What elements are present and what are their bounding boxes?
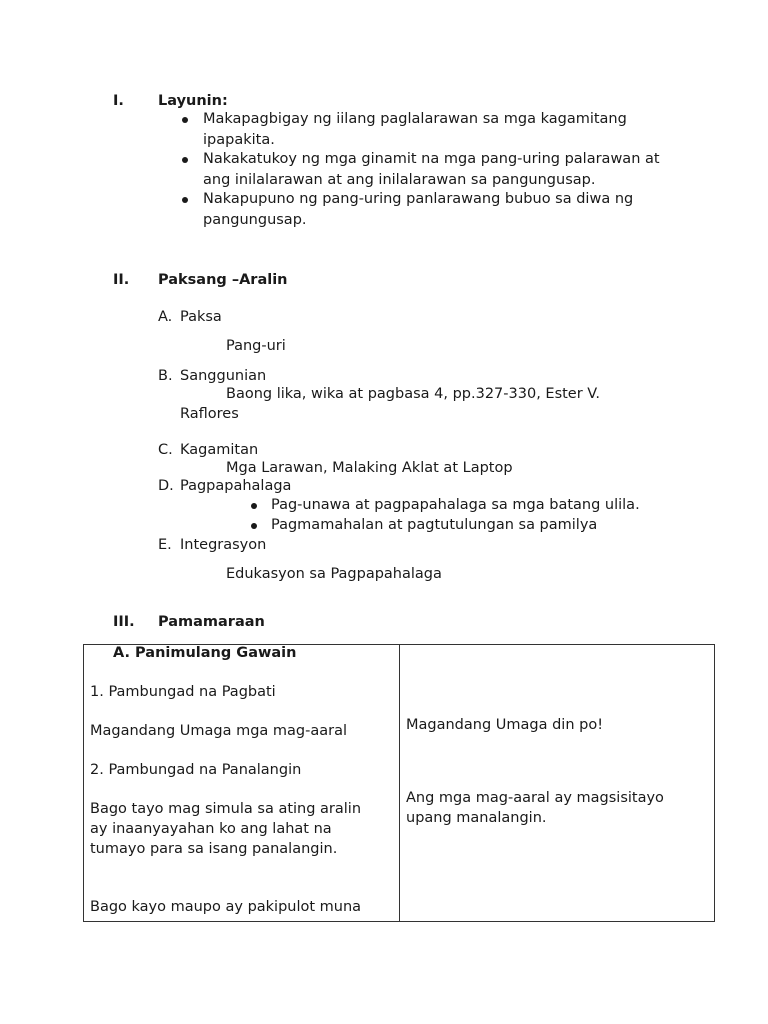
- item-b-letter: B.: [158, 368, 173, 384]
- objective-2-line1: Nakakatukoy ng mga ginamit na mga pang-uring palarawan at: [203, 151, 660, 167]
- section-3-numeral: III.: [113, 614, 135, 630]
- bullet-icon: [182, 157, 188, 163]
- item-e-letter: E.: [158, 537, 172, 553]
- item-d-bullet-2: Pagmamahalan at pagtutulungan sa pamilya: [271, 517, 598, 533]
- section-1-numeral: I.: [113, 93, 124, 109]
- prayer-title: 2. Pambungad na Panalangin: [90, 762, 302, 778]
- item-c-label: Kagamitan: [180, 442, 259, 458]
- item-d-bullet-1: Pag-unawa at pagpapahalaga sa mga batang ulila.: [271, 497, 640, 513]
- item-d-letter: D.: [158, 478, 174, 494]
- last-instruction: Bago kayo maupo ay pakipulot muna: [90, 899, 362, 915]
- section-2-heading: Paksang –Aralin: [158, 272, 288, 288]
- student-response-1: Magandang Umaga din po!: [406, 717, 604, 733]
- student-response-2-line1: Ang mga mag-aaral ay magsisitayo: [406, 790, 664, 806]
- item-a-label: Paksa: [180, 309, 222, 325]
- prayer-instruction-line1: Bago tayo mag simula sa ating aralin: [90, 801, 362, 817]
- bullet-icon: [251, 503, 257, 509]
- item-b-label: Sanggunian: [180, 368, 267, 384]
- objective-1-line2: ipapakita.: [203, 132, 275, 148]
- item-e-value: Edukasyon sa Pagpapahalaga: [226, 566, 442, 582]
- item-e-label: Integrasyon: [180, 537, 267, 553]
- item-d-label: Pagpapahalaga: [180, 478, 292, 494]
- item-c-letter: C.: [158, 442, 173, 458]
- objective-3-line2: pangungusap.: [203, 212, 307, 228]
- item-c-value: Mga Larawan, Malaking Aklat at Laptop: [226, 460, 513, 476]
- objective-1-line1: Makapagbigay ng iilang paglalarawan sa mga kagamitang: [203, 111, 627, 127]
- table-left-heading: A. Panimulang Gawain: [113, 645, 297, 661]
- prayer-instruction-line2: ay inaanyayahan ko ang lahat na: [90, 821, 332, 837]
- item-b-value-line2: Raflores: [180, 406, 239, 422]
- section-2-numeral: II.: [113, 272, 130, 288]
- item-a-value: Pang-uri: [226, 338, 286, 354]
- item-a-letter: A.: [158, 309, 173, 325]
- bullet-icon: [251, 523, 257, 529]
- item-b-value-line1: Baong lika, wika at pagbasa 4, pp.327-330, Ester V.: [226, 386, 600, 402]
- bullet-icon: [182, 197, 188, 203]
- greeting-title: 1. Pambungad na Pagbati: [90, 684, 276, 700]
- prayer-instruction-line3: tumayo para sa isang panalangin.: [90, 841, 338, 857]
- bullet-icon: [182, 117, 188, 123]
- objective-3-line1: Nakapupuno ng pang-uring panlarawang bubuo sa diwa ng: [203, 191, 634, 207]
- student-response-2-line2: upang manalangin.: [406, 810, 547, 826]
- table-column-divider: [399, 644, 400, 922]
- section-1-heading: Layunin:: [158, 93, 228, 109]
- objective-2-line2: ang inilalarawan at ang inilalarawan sa pangungusap.: [203, 172, 596, 188]
- section-3-heading: Pamamaraan: [158, 614, 265, 630]
- teacher-greeting: Magandang Umaga mga mag-aaral: [90, 723, 348, 739]
